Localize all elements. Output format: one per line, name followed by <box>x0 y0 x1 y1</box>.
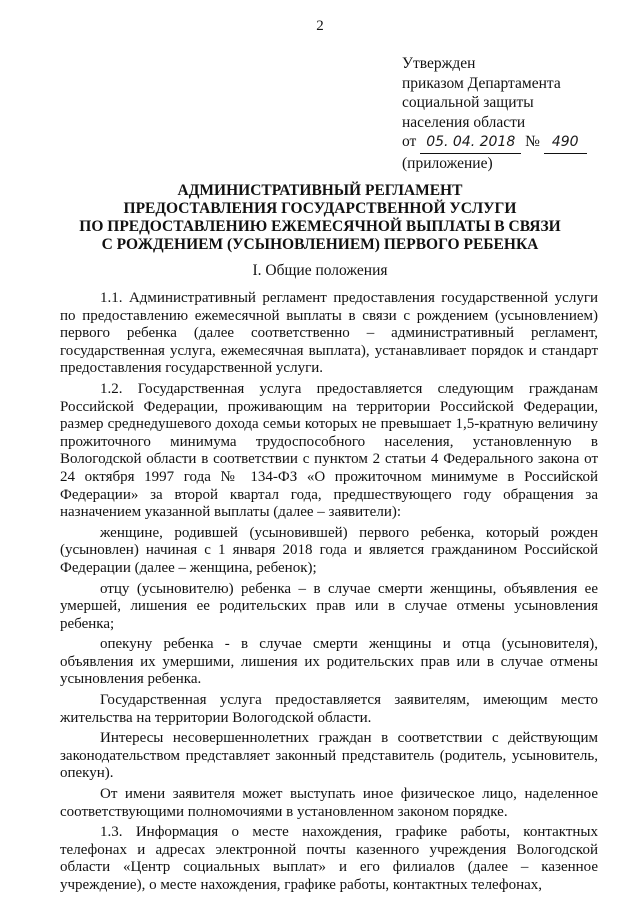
approval-date-line <box>402 132 622 154</box>
approval-stamp-block <box>402 54 622 173</box>
title-line: ПО ПРЕДОСТАВЛЕНИЮ ЕЖЕМЕСЯЧНОЙ ВЫПЛАТЫ В СВЯЗИ <box>79 218 561 235</box>
section-heading: I. Общие положения <box>252 262 388 279</box>
title-line: ПРЕДОСТАВЛЕНИЯ ГОСУДАРСТВЕННОЙ УСЛУГИ <box>123 200 517 217</box>
title-line: АДМИНИСТРАТИВНЫЙ РЕГЛАМЕНТ <box>177 182 463 199</box>
page-number: 2 <box>316 18 324 34</box>
paragraph: отцу (усыновителю) ребенка – в случае смерти женщины, объявления ее умершей, лишения ее родительских прав или в случае отмены усыновления ребенка; <box>60 580 598 632</box>
handwritten-date: 05. 04. 2018 <box>420 133 521 154</box>
handwritten-order-number: 490 <box>544 133 587 154</box>
document-title <box>40 182 600 254</box>
paragraph: От имени заявителя может выступать иное физическое лицо, наделенное соответствующими полномочиями в установленном законом порядке. <box>60 786 598 820</box>
paragraph: опекуну ребенка - в случае смерти женщины и отца (усыновителя), объявления их умершими, лишения их родительских прав или в случае отмены усыновления ребенка. <box>60 636 598 688</box>
paragraph: Государственная услуга предоставляется заявителям, имеющим место жительства на территории Вологодской области. <box>60 692 598 726</box>
date-prefix: от <box>402 133 417 150</box>
approval-line: социальной защиты <box>402 94 534 111</box>
paragraph: 1.2. Государственная услуга предоставляется следующим гражданам Российской Федерации, проживающим на территории Российской Федерации, размер среднедушевого дохода семьи которых не превышает 1,5-кратную величину прожиточного минимума трудоспособного населения, установленную в Вологодской области в соответствии с пунктом 2 статьи 4 Федерального закона от 24 октября 1997 года № 134-ФЗ «О прожиточном минимуме в Российской Федерации» за второй квартал года, предшествующего году обращения за назначением указанной выплаты (далее – заявители): <box>60 380 598 521</box>
approval-line: (приложение) <box>402 154 493 172</box>
document-body <box>60 290 598 898</box>
approval-line: Утвержден <box>402 55 476 72</box>
approval-line: приказом Департамента <box>402 74 561 92</box>
paragraph: женщине, родившей (усыновившей) первого ребенка, который рожден (усыновлен) начиная с 1 января 2018 года и является гражданином Российской Федерации (далее – женщина, ребенок); <box>60 524 598 576</box>
approval-line: населения области <box>402 113 526 131</box>
paragraph: Интересы несовершеннолетних граждан в соответствии с действующим законодательством представляет законный представитель (родитель, усыновитель, опекун). <box>60 730 598 782</box>
paragraph: 1.1. Административный регламент предоставления государственной услуги по предоставлению ежемесячной выплаты в связи с рождением (усыновлением) первого ребенка (далее соответственно – административный регламент, государственная услуга, ежемесячная выплата), устанавливает порядок и стандарт предоставления государственной услуги. <box>60 290 598 377</box>
number-sign: № <box>525 133 540 150</box>
title-line: С РОЖДЕНИЕМ (УСЫНОВЛЕНИЕМ) ПЕРВОГО РЕБЕНКА <box>101 236 539 253</box>
paragraph: 1.3. Информация о месте нахождения, графике работы, контактных телефонах и адресах электронной почты казенного учреждения Вологодской области «Центр социальных выплат» и его филиалов (далее – казенное учреждение), о месте нахождения, графике работы, контактных телефонах, <box>60 824 598 893</box>
